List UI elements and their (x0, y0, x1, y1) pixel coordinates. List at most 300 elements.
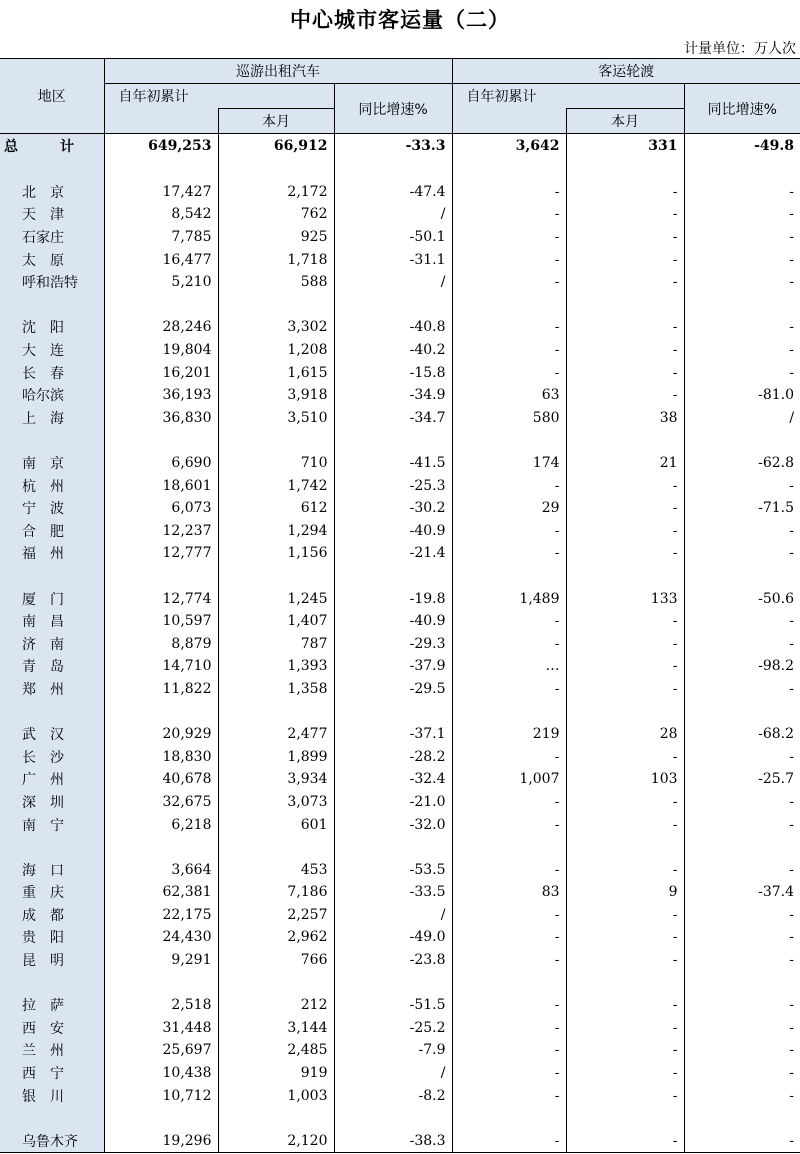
spacer-cell (684, 294, 800, 317)
table-cell: -32.4 (334, 768, 452, 791)
table-cell: - (684, 542, 800, 565)
table-cell: -98.2 (684, 655, 800, 678)
taxi-header: 巡游出租汽车 (104, 59, 452, 84)
table-cell: - (452, 271, 566, 294)
region-name: 合 肥 (0, 520, 104, 543)
region-name: 广 州 (0, 768, 104, 791)
table-cell: - (684, 248, 800, 271)
spacer-cell (566, 836, 684, 859)
table-cell: - (684, 745, 800, 768)
table-cell: - (684, 1062, 800, 1085)
table-cell: - (566, 248, 684, 271)
table-row (0, 926, 800, 949)
table-cell: - (566, 1062, 684, 1085)
table-row (0, 904, 800, 927)
table-row (0, 745, 800, 768)
region-name: 杭 州 (0, 474, 104, 497)
table-cell: -40.9 (334, 610, 452, 633)
spacer-cell (566, 971, 684, 994)
spacer-cell (334, 429, 452, 452)
table-cell: - (566, 610, 684, 633)
table-cell: 18,601 (104, 474, 218, 497)
table-row (0, 723, 800, 746)
table-cell: 1,718 (218, 248, 334, 271)
spacer-cell (684, 565, 800, 588)
spacer-cell (218, 565, 334, 588)
table-cell: 10,712 (104, 1084, 218, 1107)
table-cell: 3,642 (452, 134, 566, 159)
spacer-cell (334, 294, 452, 317)
spacer-cell (0, 158, 104, 181)
table-cell: - (566, 1084, 684, 1107)
passenger-volume-table (0, 58, 800, 1153)
region-name: 乌鲁木齐 (0, 1130, 104, 1153)
table-cell: 16,201 (104, 361, 218, 384)
ferry-yoy-header: 同比增速% (684, 84, 800, 134)
table-row (0, 339, 800, 362)
table-cell: 1,358 (218, 678, 334, 701)
table-cell: 31,448 (104, 1017, 218, 1040)
spacer-cell (334, 1107, 452, 1130)
table-cell: 20,929 (104, 723, 218, 746)
region-name: 成 都 (0, 904, 104, 927)
table-cell: - (684, 474, 800, 497)
table-cell: -50.1 (334, 226, 452, 249)
table-row (0, 520, 800, 543)
table-cell: - (452, 226, 566, 249)
table-cell: - (452, 316, 566, 339)
table-cell: 12,237 (104, 520, 218, 543)
table-cell: -21.0 (334, 791, 452, 814)
table-cell: - (684, 926, 800, 949)
table-cell: -33.3 (334, 134, 452, 159)
table-cell: 3,934 (218, 768, 334, 791)
table-cell: - (684, 226, 800, 249)
table-cell: - (452, 339, 566, 362)
table-cell: - (566, 384, 684, 407)
spacer-cell (104, 294, 218, 317)
table-cell: -53.5 (334, 858, 452, 881)
spacer-cell (218, 294, 334, 317)
spacer-row (0, 700, 800, 723)
table-cell: - (684, 791, 800, 814)
table-cell: / (334, 271, 452, 294)
table-cell: -68.2 (684, 723, 800, 746)
table-cell: 1,156 (218, 542, 334, 565)
spacer-cell (684, 700, 800, 723)
table-cell: - (452, 904, 566, 927)
spacer-cell (0, 1107, 104, 1130)
table-row (0, 994, 800, 1017)
table-cell: - (684, 949, 800, 972)
table-cell: -62.8 (684, 452, 800, 475)
table-cell: 766 (218, 949, 334, 972)
table-cell: 219 (452, 723, 566, 746)
table-cell: 3,144 (218, 1017, 334, 1040)
table-cell: 6,218 (104, 813, 218, 836)
table-cell: - (566, 858, 684, 881)
spacer-cell (0, 971, 104, 994)
region-name: 长 沙 (0, 745, 104, 768)
spacer-cell (104, 1107, 218, 1130)
table-cell: - (566, 226, 684, 249)
table-cell: -19.8 (334, 587, 452, 610)
region-name: 昆 明 (0, 949, 104, 972)
region-name: 上 海 (0, 407, 104, 430)
table-cell: -32.0 (334, 813, 452, 836)
table-cell: 3,664 (104, 858, 218, 881)
spacer-cell (566, 429, 684, 452)
table-cell: 36,830 (104, 407, 218, 430)
table-cell: - (452, 949, 566, 972)
table-cell: - (452, 361, 566, 384)
table-cell: 29 (452, 497, 566, 520)
table-cell: - (566, 994, 684, 1017)
table-cell: 28,246 (104, 316, 218, 339)
taxi-month-header: 本月 (218, 109, 334, 134)
region-name: 拉 萨 (0, 994, 104, 1017)
table-cell: -40.9 (334, 520, 452, 543)
ferry-ytd-header: 自年初累计 (452, 84, 684, 109)
table-cell: 1,489 (452, 587, 566, 610)
table-cell: - (684, 520, 800, 543)
table-row (0, 587, 800, 610)
table-cell: - (566, 497, 684, 520)
region-name: 石家庄 (0, 226, 104, 249)
spacer-cell (104, 700, 218, 723)
table-cell: -51.5 (334, 994, 452, 1017)
table-cell: - (684, 610, 800, 633)
table-cell: 3,073 (218, 791, 334, 814)
table-cell: 63 (452, 384, 566, 407)
table-cell: 19,804 (104, 339, 218, 362)
region-name: 哈尔滨 (0, 384, 104, 407)
table-row (0, 226, 800, 249)
spacer-row (0, 565, 800, 588)
table-cell: - (684, 678, 800, 701)
spacer-cell (0, 836, 104, 859)
table-cell: 5,210 (104, 271, 218, 294)
table-cell: -40.8 (334, 316, 452, 339)
spacer-row (0, 294, 800, 317)
table-cell: 14,710 (104, 655, 218, 678)
table-cell: 601 (218, 813, 334, 836)
table-cell: 1,899 (218, 745, 334, 768)
region-name: 深 圳 (0, 791, 104, 814)
spacer-cell (452, 294, 566, 317)
table-cell: 9 (566, 881, 684, 904)
table-row (0, 181, 800, 204)
table-cell: -41.5 (334, 452, 452, 475)
table-cell: - (452, 1039, 566, 1062)
table-row (0, 949, 800, 972)
table-cell: -71.5 (684, 497, 800, 520)
table-cell: - (566, 203, 684, 226)
table-cell: -34.9 (334, 384, 452, 407)
table-row (0, 384, 800, 407)
table-cell: 1,208 (218, 339, 334, 362)
region-name: 呼和浩特 (0, 271, 104, 294)
region-name: 海 口 (0, 858, 104, 881)
table-row (0, 1130, 800, 1153)
region-name: 南 京 (0, 452, 104, 475)
table-cell: -7.9 (334, 1039, 452, 1062)
spacer-cell (566, 294, 684, 317)
table-cell: 17,427 (104, 181, 218, 204)
table-cell: - (452, 745, 566, 768)
table-cell: -30.2 (334, 497, 452, 520)
table-cell: - (452, 610, 566, 633)
spacer-cell (104, 565, 218, 588)
spacer-cell (684, 1107, 800, 1130)
table-cell: -40.2 (334, 339, 452, 362)
table-cell: - (566, 745, 684, 768)
region-name: 郑 州 (0, 678, 104, 701)
region-name: 大 连 (0, 339, 104, 362)
table-cell: 38 (566, 407, 684, 430)
table-cell: - (452, 632, 566, 655)
table-cell: 2,518 (104, 994, 218, 1017)
ferry-month-header: 本月 (566, 109, 684, 134)
table-row-total (0, 134, 800, 159)
spacer-cell (218, 700, 334, 723)
table-cell: - (684, 203, 800, 226)
table-cell: 24,430 (104, 926, 218, 949)
table-cell: 133 (566, 587, 684, 610)
spacer-cell (566, 1107, 684, 1130)
table-cell: 8,879 (104, 632, 218, 655)
spacer-cell (334, 700, 452, 723)
table-cell: 25,697 (104, 1039, 218, 1062)
spacer-row (0, 158, 800, 181)
table-cell: 174 (452, 452, 566, 475)
table-cell: -37.4 (684, 881, 800, 904)
table-row (0, 1017, 800, 1040)
table-row (0, 497, 800, 520)
spacer-cell (334, 565, 452, 588)
table-cell: - (684, 994, 800, 1017)
table-cell: - (684, 361, 800, 384)
table-cell: - (566, 361, 684, 384)
taxi-ytd-spacer (104, 109, 218, 134)
table-cell: - (566, 271, 684, 294)
table-cell: 66,912 (218, 134, 334, 159)
spacer-cell (684, 158, 800, 181)
spacer-cell (452, 1107, 566, 1130)
table-row (0, 1039, 800, 1062)
table-cell: -37.1 (334, 723, 452, 746)
spacer-cell (684, 836, 800, 859)
table-cell: 1,407 (218, 610, 334, 633)
spacer-cell (334, 971, 452, 994)
taxi-yoy-header: 同比增速% (334, 84, 452, 134)
spacer-cell (452, 971, 566, 994)
table-cell: 10,597 (104, 610, 218, 633)
table-cell: - (566, 678, 684, 701)
table-row (0, 858, 800, 881)
table-cell: 2,120 (218, 1130, 334, 1153)
table-cell: 1,294 (218, 520, 334, 543)
spacer-cell (0, 294, 104, 317)
table-cell: -34.7 (334, 407, 452, 430)
spacer-cell (0, 429, 104, 452)
table-row (0, 361, 800, 384)
region-name: 总 计 (0, 134, 104, 159)
table-cell: 2,477 (218, 723, 334, 746)
table-cell: / (334, 904, 452, 927)
table-cell: -21.4 (334, 542, 452, 565)
table-cell: 2,172 (218, 181, 334, 204)
table-cell: - (566, 1017, 684, 1040)
region-name: 太 原 (0, 248, 104, 271)
table-cell: - (566, 813, 684, 836)
table-row (0, 203, 800, 226)
table-cell: 19,296 (104, 1130, 218, 1153)
region-name: 武 汉 (0, 723, 104, 746)
table-cell: - (452, 474, 566, 497)
table-cell: - (566, 655, 684, 678)
table-cell: -49.0 (334, 926, 452, 949)
table-cell: - (452, 542, 566, 565)
table-cell: - (684, 904, 800, 927)
table-cell: 580 (452, 407, 566, 430)
table-cell: -28.2 (334, 745, 452, 768)
spacer-cell (104, 836, 218, 859)
table-cell: 1,007 (452, 768, 566, 791)
table-row (0, 474, 800, 497)
spacer-cell (104, 971, 218, 994)
table-cell: 3,918 (218, 384, 334, 407)
taxi-ytd-header: 自年初累计 (104, 84, 334, 109)
table-cell: - (452, 994, 566, 1017)
spacer-cell (218, 971, 334, 994)
table-cell: - (684, 271, 800, 294)
table-cell: 32,675 (104, 791, 218, 814)
table-cell: - (452, 1130, 566, 1153)
table-cell: 453 (218, 858, 334, 881)
table-cell: - (684, 1084, 800, 1107)
ferry-header: 客运轮渡 (452, 59, 800, 84)
table-cell: 18,830 (104, 745, 218, 768)
region-name: 西 宁 (0, 1062, 104, 1085)
table-cell: - (684, 632, 800, 655)
spacer-cell (218, 158, 334, 181)
table-cell: 787 (218, 632, 334, 655)
table-cell: - (566, 1039, 684, 1062)
spacer-cell (104, 158, 218, 181)
table-cell: 1,003 (218, 1084, 334, 1107)
ferry-ytd-spacer (452, 109, 566, 134)
table-cell: -47.4 (334, 181, 452, 204)
table-cell: - (452, 791, 566, 814)
spacer-cell (218, 1107, 334, 1130)
region-name: 贵 阳 (0, 926, 104, 949)
table-cell: - (452, 1084, 566, 1107)
table-cell: - (452, 181, 566, 204)
table-cell: - (684, 1039, 800, 1062)
region-name: 北 京 (0, 181, 104, 204)
spacer-cell (218, 836, 334, 859)
spacer-cell (566, 158, 684, 181)
table-cell: 588 (218, 271, 334, 294)
region-name: 西 安 (0, 1017, 104, 1040)
table-cell: 22,175 (104, 904, 218, 927)
table-cell: - (566, 1130, 684, 1153)
table-cell: 762 (218, 203, 334, 226)
table-cell: - (566, 632, 684, 655)
spacer-row (0, 429, 800, 452)
table-row (0, 881, 800, 904)
table-cell: / (684, 407, 800, 430)
table-cell: - (452, 520, 566, 543)
table-cell: 36,193 (104, 384, 218, 407)
table-cell: - (684, 339, 800, 362)
table-cell: 612 (218, 497, 334, 520)
table-cell: 925 (218, 226, 334, 249)
table-cell: 83 (452, 881, 566, 904)
table-cell: 12,774 (104, 587, 218, 610)
table-cell: - (452, 1062, 566, 1085)
table-cell: - (452, 248, 566, 271)
region-name: 济 南 (0, 632, 104, 655)
table-cell: 40,678 (104, 768, 218, 791)
spacer-cell (0, 565, 104, 588)
unit-label: 计量单位：万人次 (684, 41, 796, 57)
table-cell: 1,742 (218, 474, 334, 497)
table-row (0, 407, 800, 430)
table-cell: - (684, 813, 800, 836)
table-cell: 7,785 (104, 226, 218, 249)
region-name: 长 春 (0, 361, 104, 384)
table-cell: 8,542 (104, 203, 218, 226)
table-cell: - (566, 520, 684, 543)
table-cell: 212 (218, 994, 334, 1017)
spacer-row (0, 1107, 800, 1130)
table-row (0, 791, 800, 814)
table-cell: - (684, 1130, 800, 1153)
table-cell: -25.7 (684, 768, 800, 791)
spacer-cell (334, 836, 452, 859)
table-cell: 649,253 (104, 134, 218, 159)
table-cell: 9,291 (104, 949, 218, 972)
table-cell: 3,510 (218, 407, 334, 430)
region-name: 重 庆 (0, 881, 104, 904)
table-cell: 6,690 (104, 452, 218, 475)
table-cell: 21 (566, 452, 684, 475)
table-cell: -38.3 (334, 1130, 452, 1153)
table-cell: 103 (566, 768, 684, 791)
table-cell: 2,485 (218, 1039, 334, 1062)
table-row (0, 678, 800, 701)
table-cell: - (452, 203, 566, 226)
table-cell: 1,393 (218, 655, 334, 678)
table-cell: - (684, 181, 800, 204)
page-title: 中心城市客运量（二） (290, 8, 510, 32)
spacer-row (0, 971, 800, 994)
table-cell: -49.8 (684, 134, 800, 159)
table-cell: 28 (566, 723, 684, 746)
table-row (0, 813, 800, 836)
table-cell: -81.0 (684, 384, 800, 407)
spacer-cell (684, 429, 800, 452)
table-cell: - (566, 904, 684, 927)
table-cell: - (566, 542, 684, 565)
table-cell: … (452, 655, 566, 678)
table-cell: - (684, 1017, 800, 1040)
table-cell: -33.5 (334, 881, 452, 904)
table-cell: -31.1 (334, 248, 452, 271)
table-cell: -8.2 (334, 1084, 452, 1107)
